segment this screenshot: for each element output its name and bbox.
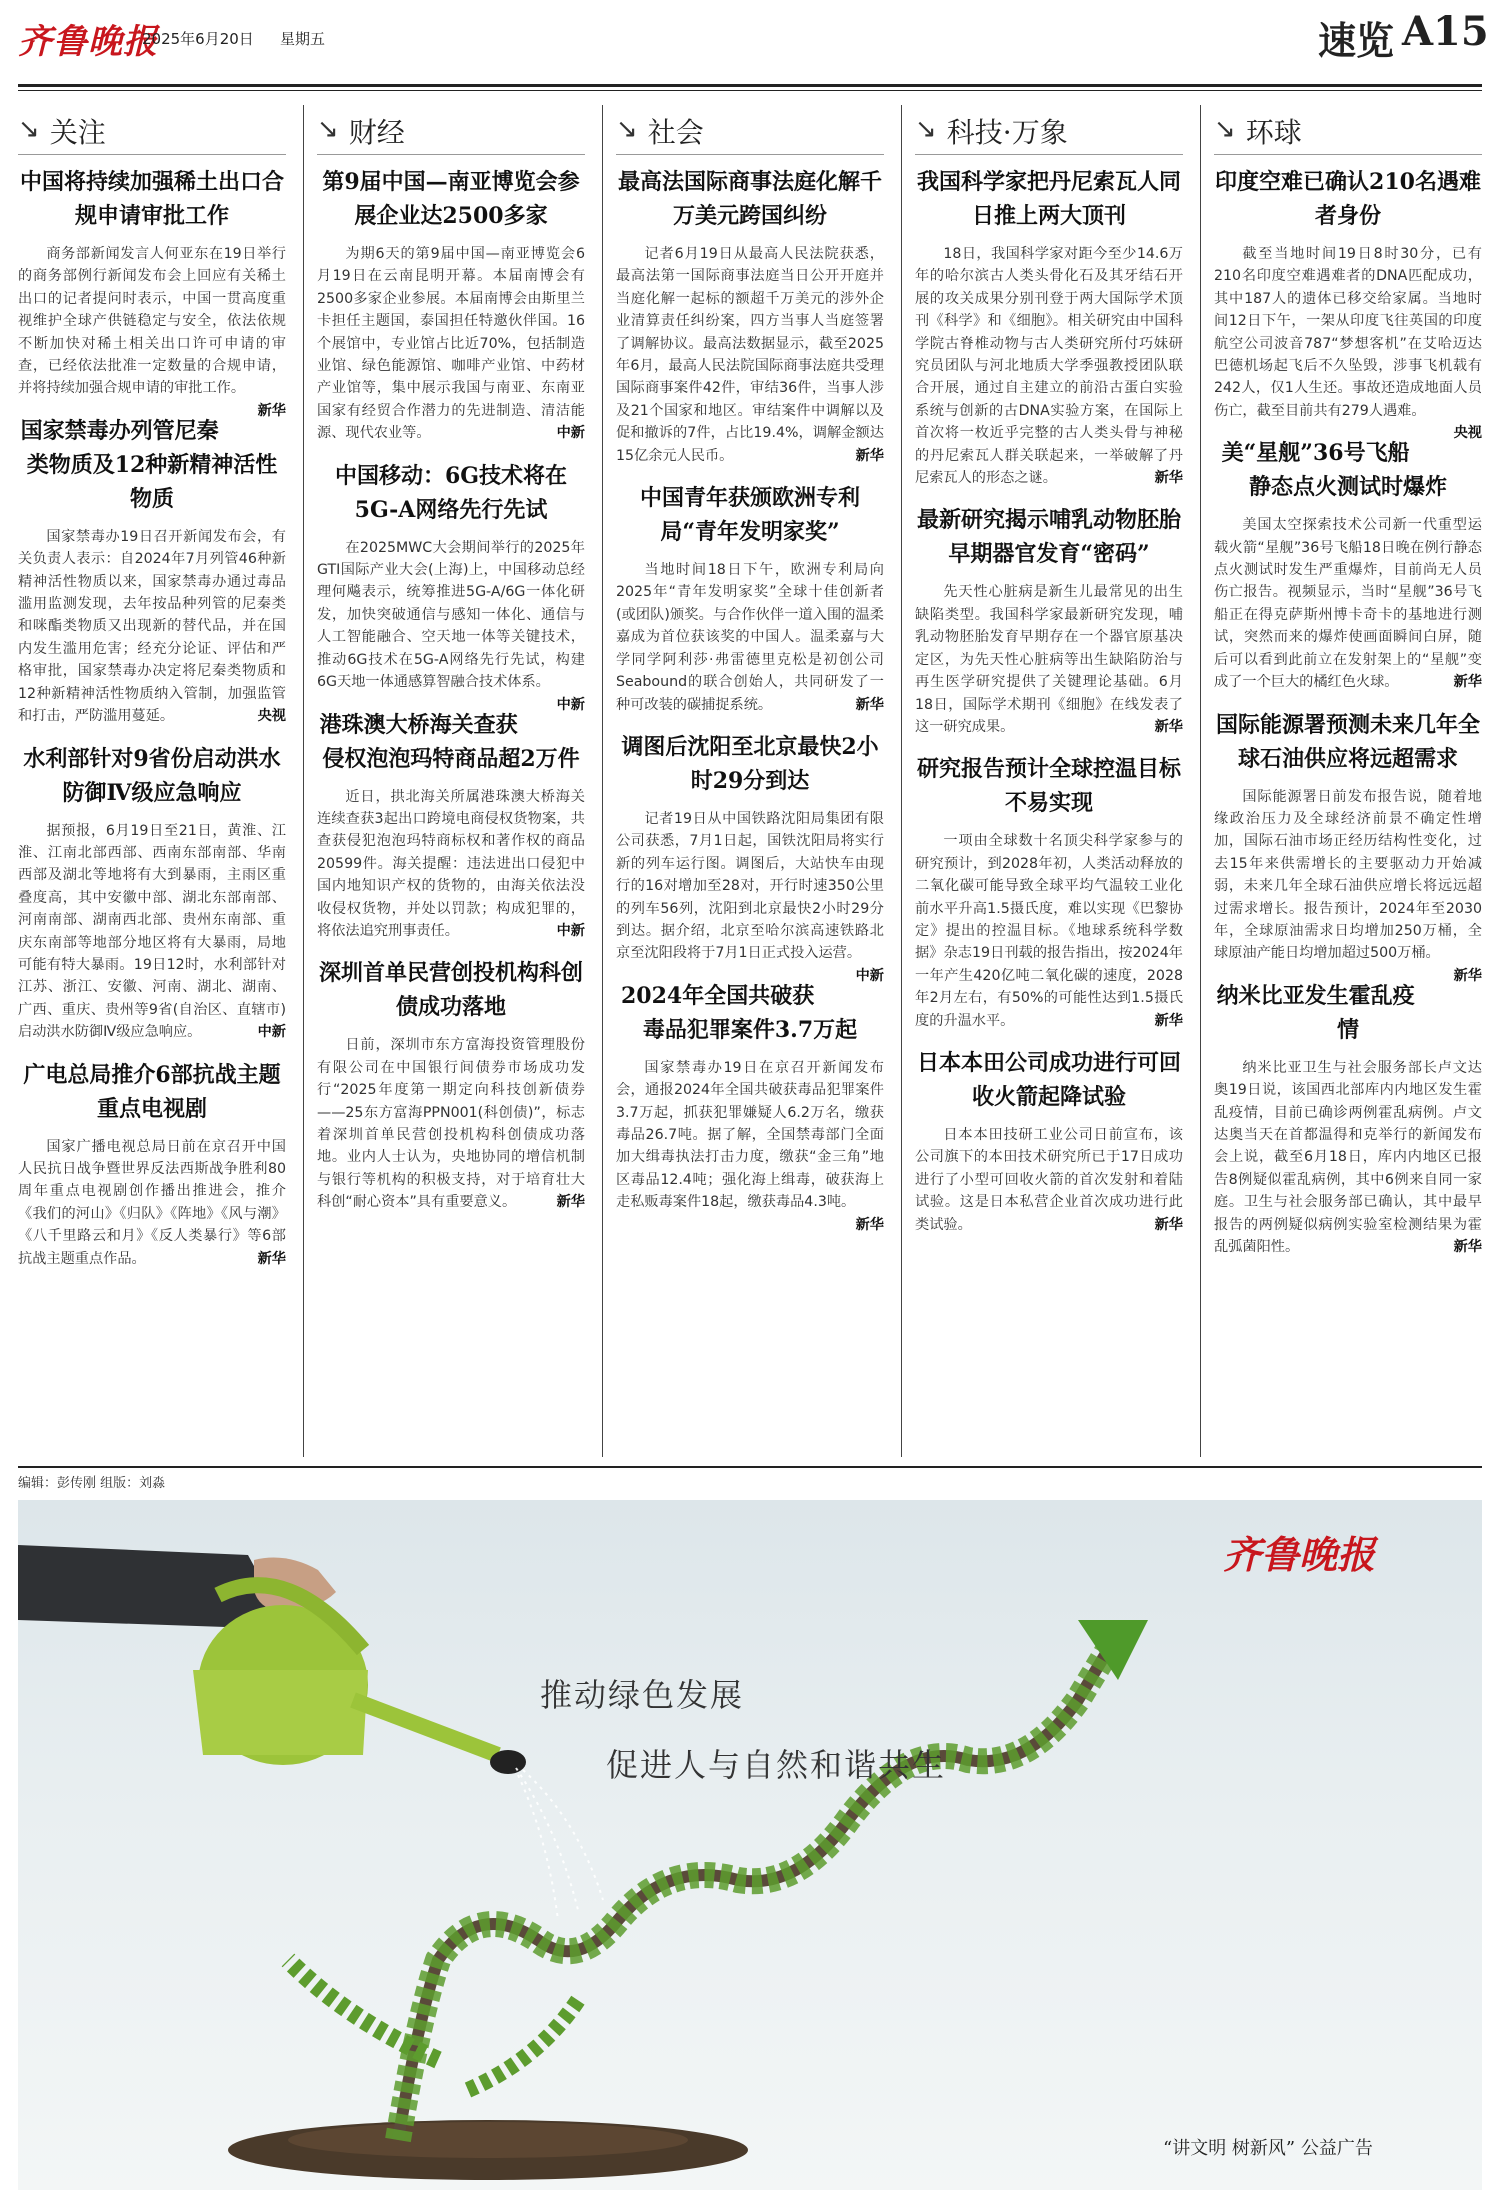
article-headline[interactable]: 印度空难已确认210名遇难者身份 — [1215, 169, 1481, 229]
article-body — [18, 1136, 286, 1270]
column-title: 科技·万象 — [946, 116, 1068, 149]
article-text: 国家禁毒办19日召开新闻发布会，有关负责人表示：自2024年7月列管46种新精神活性物质以来，国家禁毒办通过毒品滥用监测发现，去年按品种列管的尼秦类和咪酯类物质又出现新的替代品，并在国内发生滥用危害；经充分论证、评估和严格审批，国家禁毒办决定将尼秦类物质和12种新精神活性物质纳入管制，加强监管和打击，严防滥用蔓延。 — [18, 528, 286, 725]
ad-slogan-line2: 促进人与自然和谐共生 — [606, 1746, 947, 1784]
article-headline[interactable]: 中国青年获颁欧洲专利局“青年发明家奖” — [639, 485, 860, 546]
news-article — [616, 730, 884, 984]
news-article — [1214, 165, 1482, 442]
article-text: 为期6天的第9届中国—南亚博览会6月19日在云南昆明开幕。本届南博会有2500多家企业参展。本届南博会由斯里兰卡担任主题国，泰国担任特邀伙伴国。16个展馆中，专业馆占比近70%，包括制造业馆、绿色能源馆、咖啡产业馆、中药材产业馆等，集中展示我国与南亚、东南亚国家有经贸合作潜力的先进制造、清洁能源、现代农业等。 — [317, 246, 585, 442]
article-source: 中新 — [556, 922, 585, 939]
article-body — [18, 243, 286, 419]
issue-date: 2025年6月20日 — [142, 30, 254, 48]
article-body — [1214, 1057, 1482, 1259]
news-column — [915, 108, 1183, 1458]
article-source: 新华 — [257, 1250, 286, 1267]
article-text: 记者19日从中国铁路沈阳局集团有限公司获悉，7月1日起，国铁沈阳局将实行新的列车运行图。调图后，大站快车由现行的16对增加至28对，开行时速350公里的列车56列，沈阳到北京最快2小时29分到达。据介绍，北京至哈尔滨高速铁路北京至沈阳段将于7月1日正式投入运营。 — [616, 810, 884, 962]
ad-brand-logo: 齐鲁晚报 — [1223, 1532, 1376, 1577]
masthead-rule-thin — [18, 90, 1482, 91]
page-number: A15 — [1402, 8, 1489, 55]
article-headline[interactable]: 2024年全国共破获毒品犯罪案件3.7万起 — [620, 982, 858, 1043]
article-body — [616, 1057, 884, 1233]
column-title: 环球 — [1245, 116, 1302, 149]
news-article — [1214, 708, 1482, 984]
column-divider — [1200, 105, 1201, 1457]
article-source: 新华 — [1453, 1239, 1482, 1255]
article-source: 中新 — [855, 967, 884, 984]
article-source: 新华 — [1154, 718, 1183, 735]
news-article — [18, 742, 286, 1044]
article-headline[interactable]: 国家禁毒办列管尼秦类物质及12种新精神活性物质 — [20, 417, 278, 512]
ad-slogan-line1: 推动绿色发展 — [540, 1676, 745, 1714]
article-text: 商务部新闻发言人何亚东在19日举行的商务部例行新闻发布会上回应有关稀土出口的记者提问时表示，中国一贯高度重视维护全球产供链稳定与安全，依法依规不断加快对稀土相关出口许可申请的审查，已经依法批准一定数量的合规申请，并将持续加强合规申请的审批工作。 — [18, 246, 286, 397]
article-headline[interactable]: 第9届中国—南亚博览会参展企业达2500多家 — [322, 169, 580, 229]
news-article — [1214, 436, 1482, 693]
article-text: 先天性心脏病是新生儿最常见的出生缺陷类型。我国科学家最新研究发现，哺乳动物胚胎发育早期存在一个器官原基决定区，为先天性心脏病等出生缺陷防治与再生医学研究提供了关键理论基础。6月18日，国际学术期刊《细胞》在线发表了这一研究成果。 — [915, 584, 1183, 735]
article-body — [1214, 243, 1482, 442]
news-column — [317, 108, 585, 1458]
masthead — [18, 0, 1489, 70]
column-divider — [303, 105, 304, 1457]
column-title: 财经 — [348, 116, 405, 149]
article-headline[interactable]: 研究报告预计全球控温目标不易实现 — [916, 756, 1181, 817]
article-text: 在2025MWC大会期间举行的2025年GTI国际产业大会(上海)上，中国移动总经理何飚表示，统筹推进5G-A/6G一体化研发，加快突破通信与感知一体化、通信与人工智能融合、空天地一体等关键技术，推动6G技术在5G-A网络先行先试，构建6G天地一体通感算智融合技术体系。 — [317, 539, 585, 691]
article-text: 纳米比亚卫生与社会服务部长卢文达奥19日说，该国西北部库内内地区发生霍乱疫情，目前已确诊两例霍乱病例。卢文达奥当天在首都温得和克举行的新闻发布会上说，截至6月18日，库内内地区已报告8例疑似霍乱病例，其中6例来自同一家庭。卫生与社会服务部已确认，其中最早报告的两例疑似病例实验室检测结果为霍乱弧菌阳性。 — [1214, 1059, 1482, 1255]
news-article — [915, 1046, 1183, 1236]
article-source: 央视 — [1453, 425, 1482, 442]
section-name: 速览 — [1318, 18, 1395, 63]
ad-illustration — [18, 1500, 1482, 2190]
news-article — [317, 956, 585, 1213]
news-column — [1214, 108, 1482, 1458]
article-source: 央视 — [257, 708, 286, 725]
article-source: 中新 — [556, 425, 585, 442]
article-body — [317, 243, 585, 445]
article-text: 国际能源署日前发布报告说，随着地缘政治压力及全球经济前景不确定性增加，国际石油市场正经历结构性变化，过去15年来供需增长的主要驱动力开始减弱，未来几年全球石油供应增长将远远超过需求增长。报告预计，2024年至2030年，全球原油需求日均增加250万桶，全球原油产能日均增加超过500万桶。 — [1214, 788, 1482, 962]
arrow-icon: ↘ — [915, 114, 937, 144]
news-article — [317, 708, 585, 943]
article-headline[interactable]: 中国移动：6G技术将在5G-A网络先行先试 — [334, 462, 568, 523]
article-source: 新华 — [1154, 1012, 1183, 1029]
article-source: 新华 — [855, 447, 884, 464]
arrow-icon: ↘ — [18, 114, 40, 144]
news-article — [616, 165, 884, 467]
article-body — [616, 559, 884, 716]
article-text: 据预报，6月19日至21日，黄淮、江淮、江南北部西部、西南东部南部、华南西部及湖北等地将有大到暴雨，主雨区重叠度高，其中安徽中部、湖北东部南部、河南南部、湖南西北部、贵州东南部、重庆东南部等地部分地区将有大暴雨，局地可能有特大暴雨。19日12时，水利部针对江苏、浙江、安徽、河南、湖北、湖南、广西、重庆、贵州等9省(自治区、直辖市)启动洪水防御Ⅳ级应急响应。 — [18, 822, 286, 1041]
column-header — [317, 108, 585, 155]
article-source: 新华 — [1154, 1216, 1183, 1233]
article-text: 国家广播电视总局日前在京召开中国人民抗日战争暨世界反法西斯战争胜利80周年重点电视剧创作播出推进会，推介《我们的河山》《归队》《阵地》《风与潮》《八千里路云和月》《反人类暴行》等6部抗战主题重点作品。 — [18, 1138, 286, 1267]
article-headline[interactable]: 港珠澳大桥海关查获侵权泡泡玛特商品超2万件 — [319, 711, 580, 772]
article-headline[interactable]: 水利部针对9省份启动洪水防御Ⅳ级应急响应 — [23, 745, 281, 806]
article-text: 近日，拱北海关所属港珠澳大桥海关连续查获3起出口跨境电商侵权货物案，共查获侵犯泡泡玛特商标权和著作权的商品20599件。海关提醒：违法进出口侵犯中国内地知识产权的货物的，由海关依法没收侵权货物，并处以罚款；构成犯罪的，将依法追究刑事责任。 — [317, 788, 585, 939]
article-body — [317, 537, 585, 713]
arrow-icon: ↘ — [1214, 114, 1236, 144]
article-headline[interactable]: 深圳首单民营创投机构科创债成功落地 — [318, 960, 583, 1021]
issue-weekday: 星期五 — [280, 30, 326, 48]
news-article — [915, 503, 1183, 738]
article-body — [915, 581, 1183, 738]
article-source: 新华 — [1453, 674, 1482, 691]
column-title: 社会 — [647, 116, 704, 149]
article-body — [915, 830, 1183, 1032]
article-source: 新华 — [556, 1194, 585, 1211]
article-source: 中新 — [556, 696, 585, 713]
news-column — [616, 108, 884, 1458]
article-headline[interactable]: 纳米比亚发生霍乱疫情 — [1216, 982, 1415, 1043]
column-divider — [901, 105, 902, 1457]
column-header — [1214, 108, 1482, 155]
article-text: 记者6月19日从最高人民法院获悉，最高法第一国际商事法庭当日公开开庭并当庭化解一起标的额超千万美元的涉外企业清算责任纠纷案，四方当事人当庭签署了调解协议。最高法数据显示，截至2025年6月，最高人民法院国际商事法庭共受理国际商事案件42件，审结36件，当事人涉及21个国家和地区。审结案件中调解以及促和撤诉的7件，占比19.4%，调解金额达15亿余元人民币。 — [616, 246, 884, 464]
article-source: 新华 — [855, 696, 884, 713]
article-headline[interactable]: 最高法国际商事法庭化解千万美元跨国纠纷 — [617, 169, 882, 229]
article-headline[interactable]: 日本本田公司成功进行可回收火箭起降试验 — [916, 1049, 1181, 1110]
column-header — [616, 108, 884, 155]
article-body — [317, 1034, 585, 1213]
article-body — [317, 786, 585, 943]
article-body — [1214, 514, 1482, 693]
column-header — [915, 108, 1183, 155]
article-body — [18, 526, 286, 728]
article-text: 一项由全球数十名顶尖科学家参与的研究预计，到2028年初，人类活动释放的二氧化碳可能导致全球平均气温较工业化前水平升高1.5摄氏度，难以实现《巴黎协定》提出的控温目标。《地球系统科学数据》杂志19日刊载的报告指出，按2024年一年产生420亿吨二氧化碳的速度，2028年2月左右，有50%的可能性达到1.5摄氏度的升温水平。 — [915, 833, 1183, 1029]
article-text: 当地时间18日下午，欧洲专利局向2025年“青年发明家奖”全球十佳创新者(或团队)颁奖。与合作伙伴一道入围的温柔嘉成为首位获该奖的中国人。温柔嘉与大学同学阿利莎·弗雷德里克松是初创公司Seabound的联合创始人，共同研发了一种可改装的碳捕捉系统。 — [616, 562, 884, 713]
newspaper-logo: 齐鲁晚报 — [18, 22, 158, 62]
news-article — [1214, 979, 1482, 1259]
column-divider — [602, 105, 603, 1457]
article-text: 18日，我国科学家对距今至少14.6万年的哈尔滨古人类头骨化石及其牙结石开展的攻关成果分别刊登于两大国际学术顶刊《科学》和《细胞》。相关研究由中国科学院古脊椎动物与古人类研究所付巧妹研究员团队与河北地质大学季强教授团队联合开展，通过自主建立的前沿古蛋白实验系统与创新的古DNA实验方案，在国际上首次将一枚近乎完整的古人类头骨与神秘的丹尼索瓦人群关联起来，一举破解了丹尼索瓦人的形态之谜。 — [915, 246, 1183, 487]
column-header — [18, 108, 286, 155]
news-article — [317, 165, 585, 445]
ad-caption: “讲文明 树新风” 公益广告 — [1163, 2138, 1373, 2159]
news-article — [616, 979, 884, 1233]
masthead-rule — [18, 84, 1482, 87]
article-body — [616, 808, 884, 984]
arrow-icon: ↘ — [616, 114, 638, 144]
news-article — [18, 165, 286, 419]
article-source: 中新 — [257, 1024, 286, 1041]
article-body — [18, 820, 286, 1044]
news-article — [915, 752, 1183, 1032]
news-article — [317, 459, 585, 713]
news-article — [18, 414, 286, 728]
article-headline[interactable]: 美“星舰”36号飞船静态点火测试时爆炸 — [1221, 440, 1447, 501]
article-source: 新华 — [257, 402, 286, 419]
article-body — [915, 243, 1183, 489]
article-body — [915, 1124, 1183, 1236]
article-text: 美国太空探索技术公司新一代重型运载火箭“星舰”36号飞船18日晚在例行静态点火测试时发生严重爆炸，目前尚无人员伤亡报告。视频显示，当时“星舰”36号飞船正在得克萨斯州博卡奇卡的基地进行测试，突然而来的爆炸使画面瞬间白屏，随后可以看到此前立在发射架上的“星舰”变成了一个巨大的橘红色火球。 — [1214, 517, 1482, 691]
article-text: 日本本田技研工业公司日前宣布，该公司旗下的本田技术研究所已于17日成功进行了小型可回收火箭的首次发射和着陆试验。这是日本私营企业首次成功进行此类试验。 — [915, 1126, 1183, 1233]
article-text: 日前，深圳市东方富海投资管理股份有限公司在中国银行间债券市场成功发行“2025年度第一期定向科技创新债券——25东方富海PPN001(科创债)”，标志着深圳首单民营创投机构科创债成功落地。业内人士认为，央地协同的增信机制与银行等机构的积极支持，对于培育壮大科创“耐心资本”具有重要意义。 — [317, 1037, 585, 1211]
article-headline[interactable]: 调图后沈阳至北京最快2小时29分到达 — [621, 733, 879, 794]
article-source: 新华 — [1154, 470, 1183, 487]
news-article — [616, 481, 884, 716]
article-headline[interactable]: 最新研究揭示哺乳动物胚胎早期器官发育“密码” — [916, 507, 1181, 568]
article-body — [1214, 786, 1482, 984]
article-headline[interactable]: 广电总局推介6部抗战主题重点电视剧 — [23, 1061, 281, 1122]
article-text: 国家禁毒办19日在京召开新闻发布会，通报2024年全国共破获毒品犯罪案件3.7万起，抓获犯罪嫌疑人6.2万名，缴获毒品26.7吨。据了解，全国禁毒部门全面加大缉毒执法打击力度，缴获“金三角”地区毒品12.4吨；强化海上缉毒，破获海上走私贩毒案件18起，缴获毒品4.3吨。 — [616, 1059, 884, 1211]
news-article — [915, 165, 1183, 489]
article-headline[interactable]: 我国科学家把丹尼索瓦人同日推上两大顶刊 — [916, 169, 1181, 229]
article-headline[interactable]: 国际能源署预测未来几年全球石油供应将远超需求 — [1215, 711, 1480, 772]
news-article — [18, 1058, 286, 1270]
article-source: 新华 — [1453, 967, 1482, 984]
article-source: 新华 — [855, 1216, 884, 1233]
article-headline[interactable]: 中国将持续加强稀土出口合规申请审批工作 — [19, 169, 284, 229]
arrow-icon: ↘ — [317, 114, 339, 144]
public-service-ad — [18, 1500, 1482, 2190]
article-body — [616, 243, 884, 467]
editor-credits: 编辑：彭传刚 组版：刘淼 — [18, 1466, 1482, 1491]
column-title: 关注 — [49, 116, 106, 149]
article-text: 截至当地时间19日8时30分，已有210名印度空难遇难者的DNA匹配成功，其中187人的遗体已移交给家属。当地时间12日下午，一架从印度飞往英国的印度航空公司波音787“梦想客机”在艾哈迈达巴德机场起飞后不久坠毁，涉事飞机载有242人，仅1人生还。事故还造成地面人员伤亡，截至目前共有279人遇难。 — [1214, 246, 1482, 419]
news-column — [18, 108, 286, 1458]
